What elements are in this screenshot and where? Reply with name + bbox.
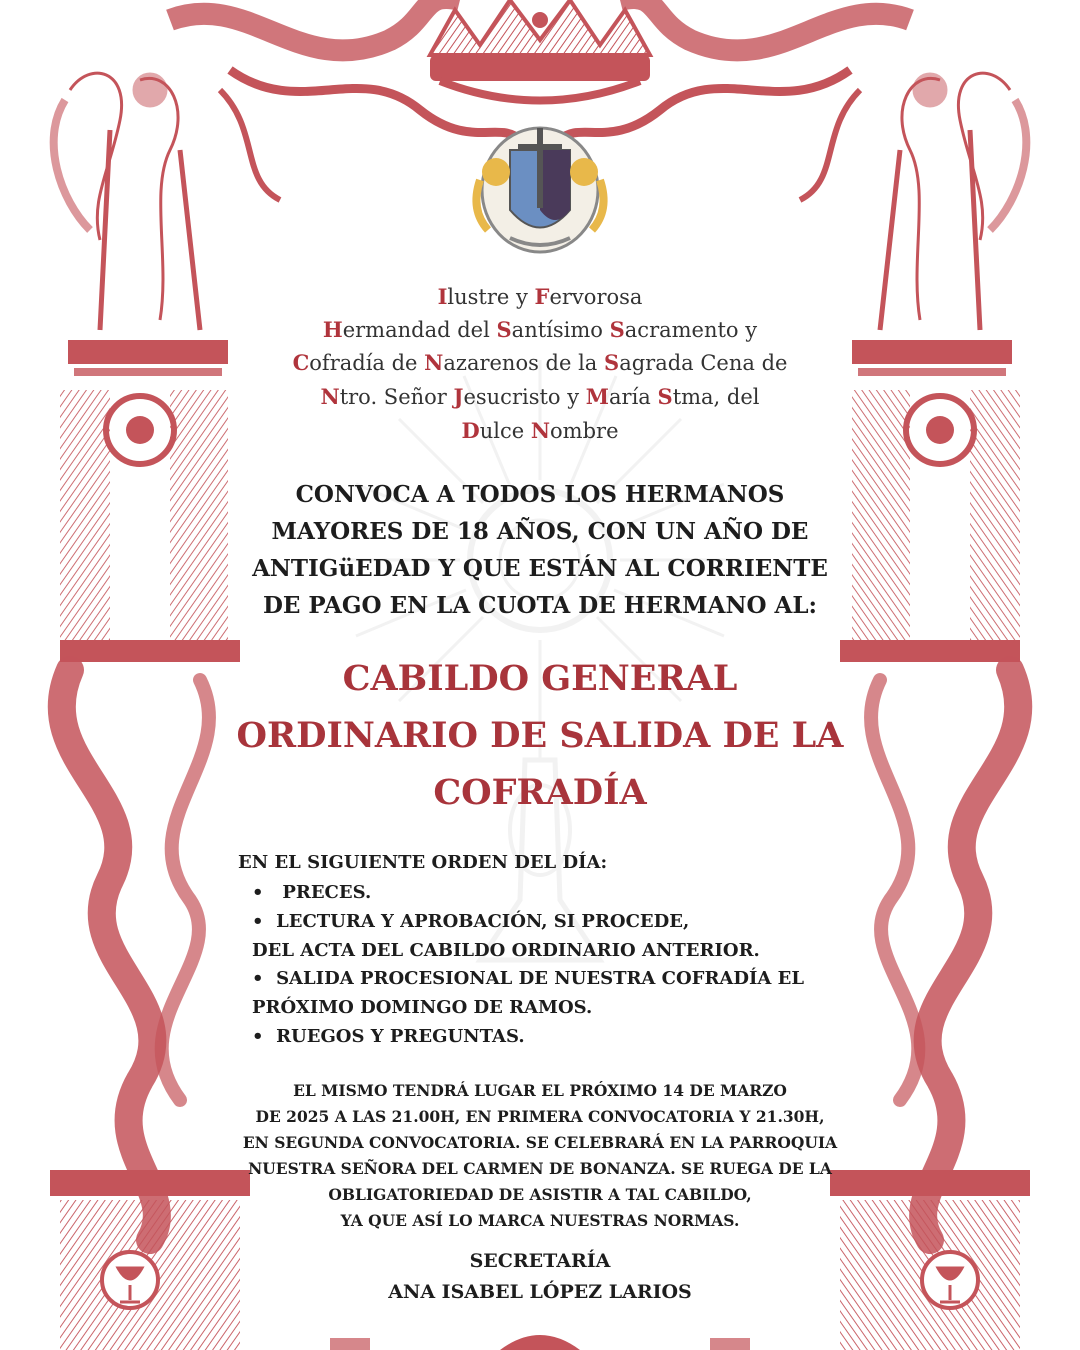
red-initial: C xyxy=(292,350,310,375)
bullet: • xyxy=(252,882,264,903)
red-initial: F xyxy=(534,284,550,309)
red-initial: J xyxy=(453,384,464,409)
name-text: ombre xyxy=(550,419,619,443)
agenda-item xyxy=(252,911,689,932)
agenda-item-text: PRECES. xyxy=(282,882,372,903)
red-initial: S xyxy=(609,317,625,342)
cabildo-title xyxy=(180,650,900,821)
agenda-item xyxy=(252,968,804,989)
name-text: lustre y xyxy=(447,285,535,309)
brotherhood-name-line xyxy=(0,416,1080,446)
meeting-details-line: NUESTRA SEÑORA DEL CARMEN DE BONANZA. SE RUEGA DE LA xyxy=(248,1159,832,1178)
brotherhood-name-line xyxy=(0,315,1080,345)
agenda-title: EN EL SIGUIENTE ORDEN DEL DÍA: xyxy=(238,852,608,873)
red-initial: I xyxy=(437,284,448,309)
cabildo-title-line: COFRADÍA xyxy=(433,772,647,813)
signature-role: SECRETARÍA xyxy=(469,1250,611,1272)
name-text: aría xyxy=(609,385,658,409)
red-initial: N xyxy=(424,350,444,375)
name-text: ermandad del xyxy=(342,318,497,342)
signature-name: ANA ISABEL LÓPEZ LARIOS xyxy=(388,1281,692,1303)
convocation-line: DE PAGO EN LA CUOTA DE HERMANO AL: xyxy=(262,592,818,619)
agenda-item-continuation: PRÓXIMO DOMINGO DE RAMOS. xyxy=(252,997,593,1018)
agenda-item-text: SALIDA PROCESIONAL DE NUESTRA COFRADÍA EL xyxy=(276,968,805,989)
name-text: agrada Cena de xyxy=(619,351,788,375)
red-initial: M xyxy=(585,384,610,409)
red-initial: S xyxy=(657,384,673,409)
agenda-item-continuation: DEL ACTA DEL CABILDO ORDINARIO ANTERIOR. xyxy=(252,940,760,961)
meeting-details xyxy=(180,1078,900,1234)
bullet: • xyxy=(252,968,264,989)
agenda-item xyxy=(252,882,371,903)
red-initial: D xyxy=(461,418,480,443)
meeting-details-line: OBLIGATORIEDAD DE ASISTIR A TAL CABILDO, xyxy=(328,1185,752,1204)
red-initial: S xyxy=(496,317,512,342)
brotherhood-name-line xyxy=(0,282,1080,312)
name-text: acramento y xyxy=(624,318,758,342)
agenda-item xyxy=(252,1026,525,1047)
bullet: • xyxy=(252,911,264,932)
convocation-line: CONVOCA A TODOS LOS HERMANOS xyxy=(295,481,785,508)
bullet: • xyxy=(252,1026,264,1047)
name-text: antísimo xyxy=(511,318,610,342)
name-text: azarenos de la xyxy=(443,351,605,375)
meeting-details-line: YA QUE ASÍ LO MARCA NUESTRAS NORMAS. xyxy=(340,1211,740,1230)
red-initial: H xyxy=(322,317,343,342)
name-text: ulce xyxy=(479,419,531,443)
convocation-text xyxy=(180,476,900,624)
brotherhood-name-line xyxy=(0,382,1080,412)
name-text: ervorosa xyxy=(549,285,643,309)
red-initial: S xyxy=(604,350,620,375)
meeting-details-line: EN SEGUNDA CONVOCATORIA. SE CELEBRARÁ EN LA PARROQUIA xyxy=(242,1133,838,1152)
name-text: tma, del xyxy=(672,385,760,409)
brotherhood-name-line xyxy=(0,348,1080,378)
cabildo-title-line: ORDINARIO DE SALIDA DE LA xyxy=(236,715,844,756)
name-text: ofradía de xyxy=(309,351,425,375)
meeting-details-line: DE 2025 A LAS 21.00H, EN PRIMERA CONVOCATORIA Y 21.30H, xyxy=(255,1107,825,1126)
name-text: esucristo y xyxy=(463,385,586,409)
cabildo-title-line: CABILDO GENERAL xyxy=(342,658,738,699)
name-text: tro. Señor xyxy=(339,385,454,409)
meeting-details-line: EL MISMO TENDRÁ LUGAR EL PRÓXIMO 14 DE MARZO xyxy=(293,1081,787,1100)
agenda-item-text: LECTURA Y APROBACIÓN, SI PROCEDE, xyxy=(276,911,690,932)
convocation-line: MAYORES DE 18 AÑOS, CON UN AÑO DE xyxy=(271,518,809,545)
agenda-item-text: RUEGOS Y PREGUNTAS. xyxy=(276,1026,525,1047)
red-initial: N xyxy=(320,384,340,409)
red-initial: N xyxy=(530,418,551,443)
convocation-line: ANTIGüEDAD Y QUE ESTÁN AL CORRIENTE xyxy=(252,555,828,582)
